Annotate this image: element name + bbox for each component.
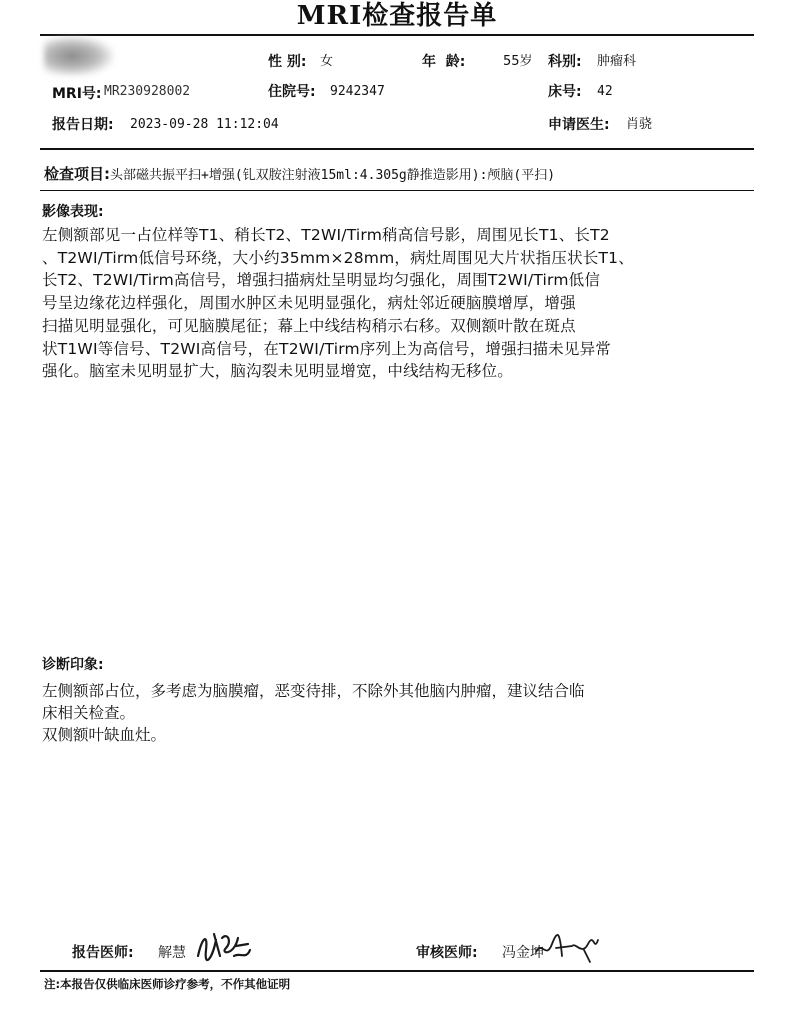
exam-value: 头部磁共振平扫+增强(钆双胺注射液15ml:4.305g静推造影用):颅脑(平扫): [110, 168, 556, 183]
reporter-label: 报告医师:: [72, 945, 134, 961]
findings-line: 、T2WI/Tirm低信号环绕，大小约35mm×28mm，病灶周围见大片状指压状长T1、: [42, 248, 634, 267]
sex-value: 女: [320, 54, 334, 69]
dept-label: 科别:: [548, 54, 582, 70]
findings-text: [42, 224, 756, 383]
requester-label: 申请医生:: [548, 117, 610, 133]
impression-line: 左侧额部占位，多考虑为脑膜瘤，恶变待排，不除外其他脑内肿瘤，建议结合临: [42, 682, 585, 700]
findings-label: 影像表现:: [42, 204, 104, 220]
header-divider: [40, 148, 754, 150]
findings-line: 强化。脑室未见明显扩大，脑沟裂未见明显增宽，中线结构无移位。: [42, 362, 514, 381]
reviewer-handwritten-signature: [532, 930, 602, 964]
inpatient-value: 9242347: [330, 84, 385, 99]
exam-divider: [40, 190, 754, 191]
reporter-handwritten-signature: [194, 926, 254, 966]
requester-value: 肖骁: [626, 117, 653, 132]
reviewer-label: 审核医师:: [416, 945, 478, 961]
reviewer-value: 冯金坤: [502, 945, 544, 961]
age-value: 55岁: [503, 54, 533, 69]
impression-line: 双侧额叶缺血灶。: [42, 726, 167, 744]
mri-no-label: MRI号:: [52, 86, 102, 102]
report-date-value: 2023-09-28 11:12:04: [130, 117, 279, 132]
impression-label: 诊断印象:: [42, 657, 104, 673]
reporter-value: 解慧: [158, 945, 186, 961]
exam-row: [44, 164, 555, 185]
report-title: MRI检查报告单: [296, 1, 498, 31]
bed-label: 床号:: [548, 84, 582, 100]
title-divider: [40, 34, 754, 36]
mri-no-value: MR230928002: [104, 84, 191, 99]
exam-label: 检查项目:: [44, 165, 110, 183]
findings-line: 长T2、T2WI/Tirm高信号，增强扫描病灶呈明显均匀强化，周围T2WI/Tirm低信: [42, 271, 601, 290]
age-label: 年 龄:: [422, 54, 466, 70]
findings-line: 左侧额部见一占位样等T1、稍长T2、T2WI/Tirm稍高信号影，周围见长T1、长T2: [42, 226, 610, 244]
dept-value: 肿瘤科: [597, 54, 637, 69]
bed-value: 42: [597, 84, 613, 99]
findings-line: 状T1WI等信号、T2WI高信号，在T2WI/Tirm序列上为高信号，增强扫描未见异常: [42, 339, 612, 358]
impression-text: [42, 680, 756, 746]
findings-line: 扫描见明显强化，可见脑膜尾征；幕上中线结构稍示右移。双侧额叶散在斑点: [42, 316, 576, 335]
sex-label: 性 别:: [268, 54, 307, 70]
inpatient-label: 住院号:: [268, 84, 316, 100]
footer-note: 注:本报告仅供临床医师诊疗参考，不作其他证明: [44, 977, 291, 991]
footer-divider: [40, 970, 754, 972]
report-date-label: 报告日期:: [52, 117, 114, 133]
impression-line: 床相关检查。: [42, 704, 136, 722]
findings-line: 号呈边缘花边样强化，周围水肿区未见明显强化，病灶邻近硬脑膜增厚，增强: [42, 294, 576, 313]
redacted-name-area: [44, 36, 114, 76]
